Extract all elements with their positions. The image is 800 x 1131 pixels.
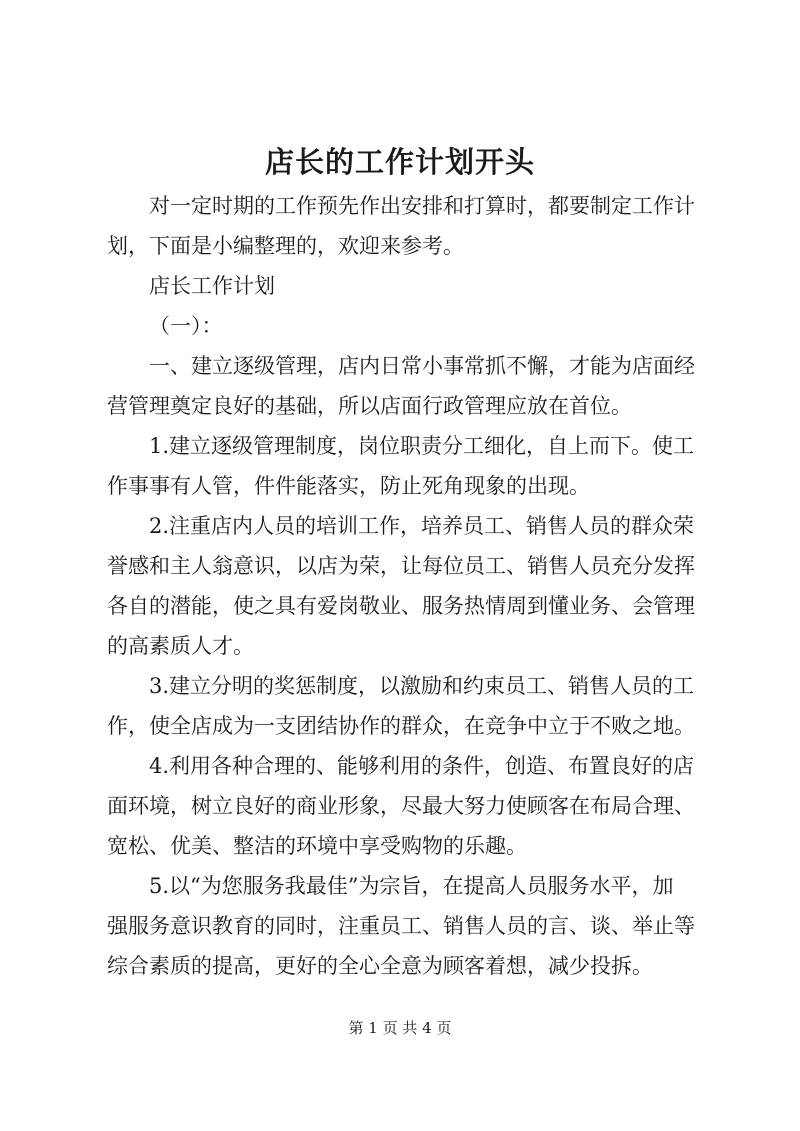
intro-paragraph [107,186,719,266]
paragraph-line: 宽松、优美、整洁的环境中享受购物的乐趣。 [107,834,527,858]
paragraph-line: 3.建立分明的奖惩制度，以激励和约束员工、销售人员的工 [149,674,695,698]
paragraph-line: 综合素质的提高，更好的全心全意为顾客着想，减少投拆。 [107,954,653,978]
paragraph-line: （一）： [149,314,223,338]
paragraph-line: 作事事有人管，件件能落实，防止死角现象的出现。 [107,474,590,498]
paragraph-line: 誉感和主人翁意识，以店为荣，让每位员工、销售人员充分发挥 [107,554,695,578]
item-5-paragraph [107,866,719,986]
paragraph-line: 对一定时期的工作预先作出安排和打算时，都要制定工作计 [149,194,695,218]
paragraph-line: 5.以“为您服务我最佳”为宗旨，在提高人员服务水平，加 [149,874,674,898]
paragraph-line: 划，下面是小编整理的，欢迎来参考。 [107,234,464,258]
item-2-paragraph [107,506,719,666]
paragraph-line: 的高素质人才。 [107,634,254,658]
paragraph-line: 面环境，树立良好的商业形象，尽最大努力使顾客在布局合理、 [107,794,695,818]
paragraph-line: 各自的潜能，使之具有爱岗敬业、服务热情周到懂业务、会管理 [107,594,695,618]
paragraph-line: 强服务意识教育的同时，注重员工、销售人员的言、谈、举止等 [107,914,695,938]
plan-heading [107,266,719,306]
section-number [107,306,719,346]
paragraph-line: 营管理奠定良好的基础，所以店面行政管理应放在首位。 [107,394,632,418]
paragraph-line: 4.利用各种合理的、能够利用的条件，创造、布置良好的店 [149,754,695,778]
item-4-paragraph [107,746,719,866]
point-1-paragraph [107,346,719,426]
paragraph-line: 一、建立逐级管理，店内日常小事常抓不懈，才能为店面经 [149,354,695,378]
document-body [107,186,719,986]
page-footer: 第 1 页 共 4 页 [348,1019,452,1037]
paragraph-line: 2.注重店内人员的培训工作，培养员工、销售人员的群众荣 [149,514,695,538]
paragraph-line: 作，使全店成为一支团结协作的群众，在竞争中立于不败之地。 [107,714,695,738]
paragraph-line: 1.建立逐级管理制度，岗位职责分工细化，自上而下。使工 [149,434,695,458]
item-1-paragraph [107,426,719,506]
item-3-paragraph [107,666,719,746]
paragraph-line: 店长工作计划 [149,274,275,298]
document-title: 店长的工作计划开头 [264,145,535,179]
